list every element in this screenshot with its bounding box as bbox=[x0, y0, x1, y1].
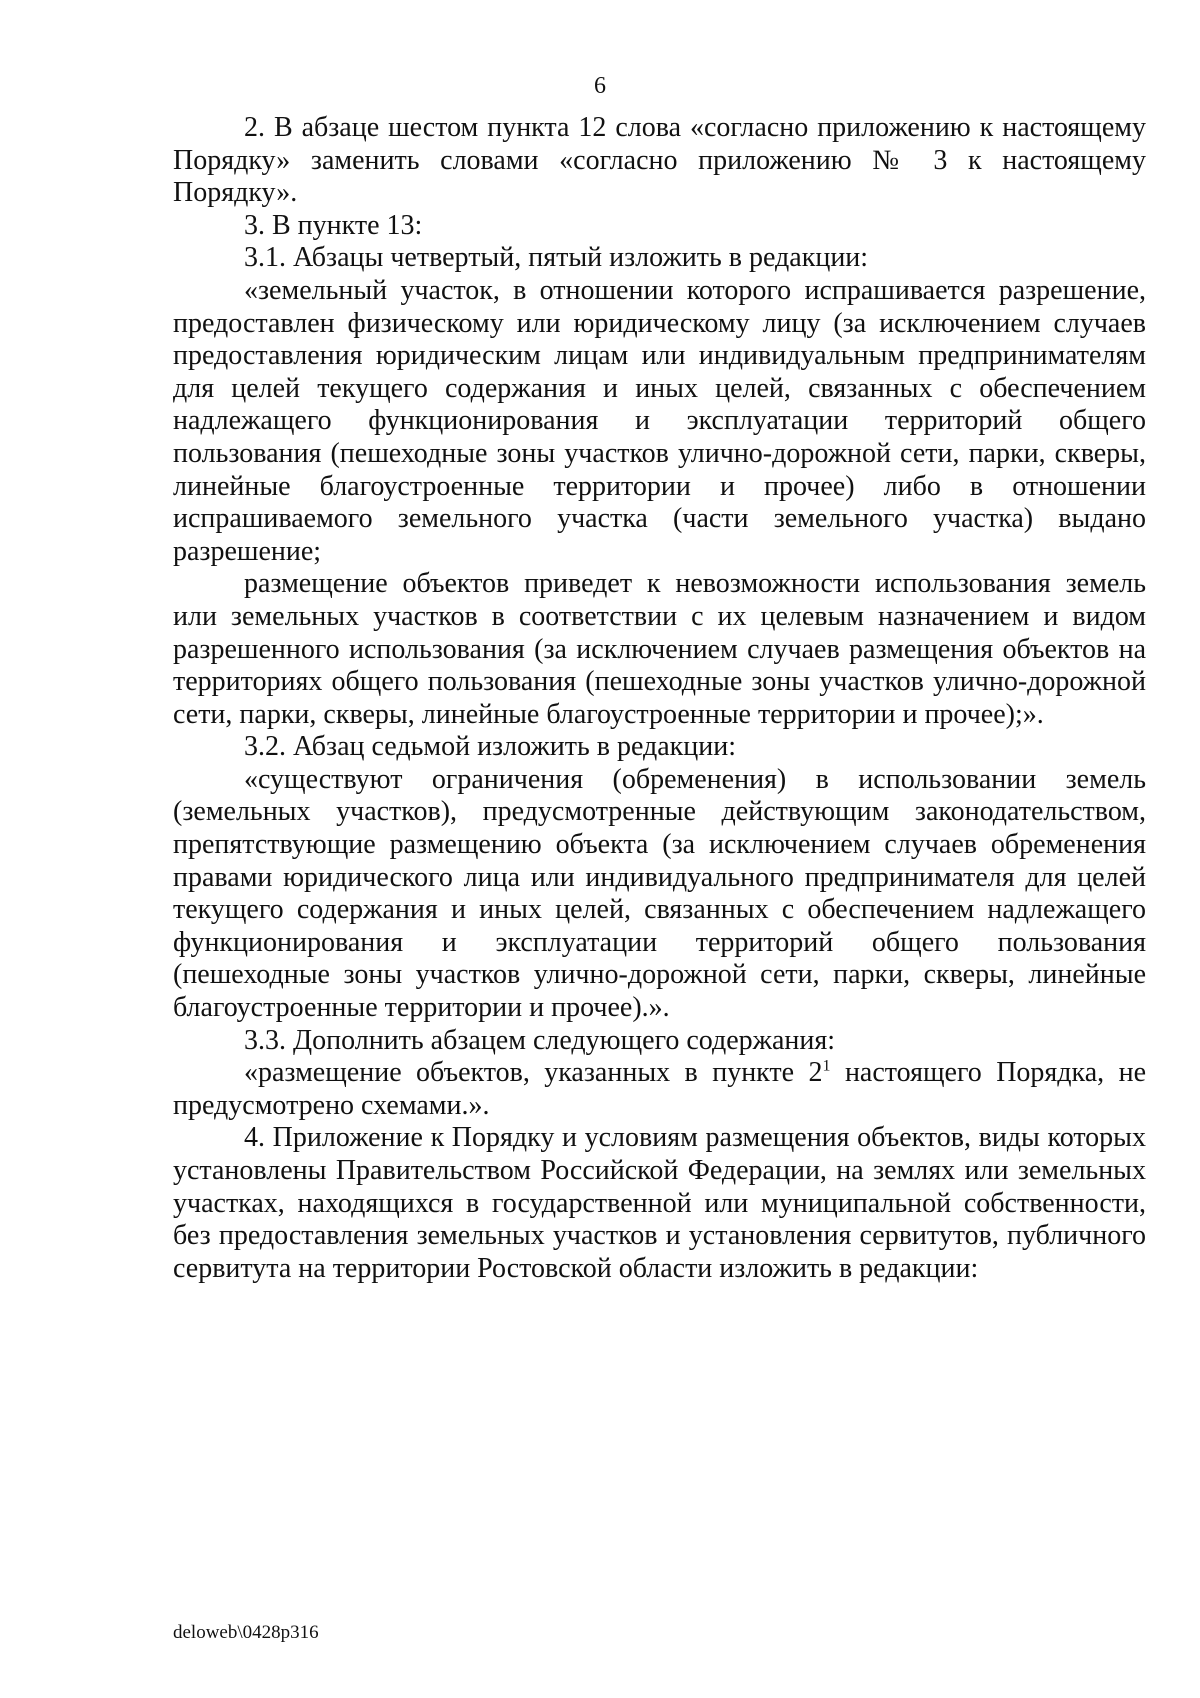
quoted-paragraph-schemes-start: «размещение объектов, указанных в пункте 2 bbox=[244, 1057, 823, 1089]
document-footer-code: deloweb\0428p316 bbox=[173, 1622, 319, 1643]
paragraph-item-3-3: 3.3. Дополнить абзацем следующего содержания: bbox=[244, 1024, 836, 1056]
paragraph-item-2: 2. В абзаце шестом пункта 12 слова «согласно приложению к настоящему Порядку» заменить словами «согласно приложению № 3 к настоящему Порядку». bbox=[173, 112, 1146, 209]
quoted-paragraph-land-plot: «земельный участок, в отношении которого испрашивается разрешение, предоставлен физическому или юридическому лицу (за исключением случаев предоставления юридическим лицам или индивидуальным предпринимателям для целей текущего содержания и иных целей, связанных с обеспечением надлежащего функционирования и эксплуатации территорий общего пользования (пешеходные зоны участков улично-дорожной сети, парки, скверы, линейные благоустроенные территории и прочее) либо в отношении испрашиваемого земельного участка (части земельного участка) выдано разрешение; bbox=[173, 274, 1146, 567]
paragraph-item-3-1: 3.1. Абзацы четвертый, пятый изложить в редакции: bbox=[244, 242, 869, 274]
quoted-paragraph-placement: размещение объектов приведет к невозможности использования земель или земельных участков в соответствии с их целевым назначением и видом разрешенного использования (за исключением случаев размещения объектов на территориях общего пользования (пешеходные зоны участков улично-дорожной сети, парки, скверы, линейные благоустроенные территории и прочее);». bbox=[173, 568, 1146, 730]
page-number: 6 bbox=[594, 73, 606, 99]
document-body bbox=[173, 112, 1146, 1285]
quoted-paragraph-schemes bbox=[173, 1057, 1146, 1122]
paragraph-item-4: 4. Приложение к Порядку и условиям размещения объектов, виды которых установлены Правительством Российской Федерации, на землях или земельных участках, находящихся в государственной или муниципальной собственности, без предоставления земельных участков и установления сервитутов, публичного сервитута на территории Ростовской области изложить в редакции: bbox=[173, 1122, 1146, 1284]
superscript-index: 1 bbox=[822, 1057, 831, 1075]
quoted-paragraph-schemes-end: настоящего Порядка, не предусмотрено схемами.». bbox=[173, 1057, 1146, 1121]
quoted-paragraph-restrictions: «существуют ограничения (обременения) в использовании земель (земельных участков), предусмотренные действующим законодательством, препятствующие размещению объекта (за исключением случаев обременения правами юридического лица или индивидуального предпринимателя для целей текущего содержания и иных целей, связанных с обеспечением надлежащего функционирования и эксплуатации территорий общего пользования (пешеходные зоны участков улично-дорожной сети, парки, скверы, линейные благоустроенные территории и прочее).». bbox=[173, 763, 1146, 1024]
paragraph-item-3-2: 3.2. Абзац седьмой изложить в редакции: bbox=[244, 731, 737, 763]
paragraph-item-3: 3. В пункте 13: bbox=[244, 209, 423, 241]
